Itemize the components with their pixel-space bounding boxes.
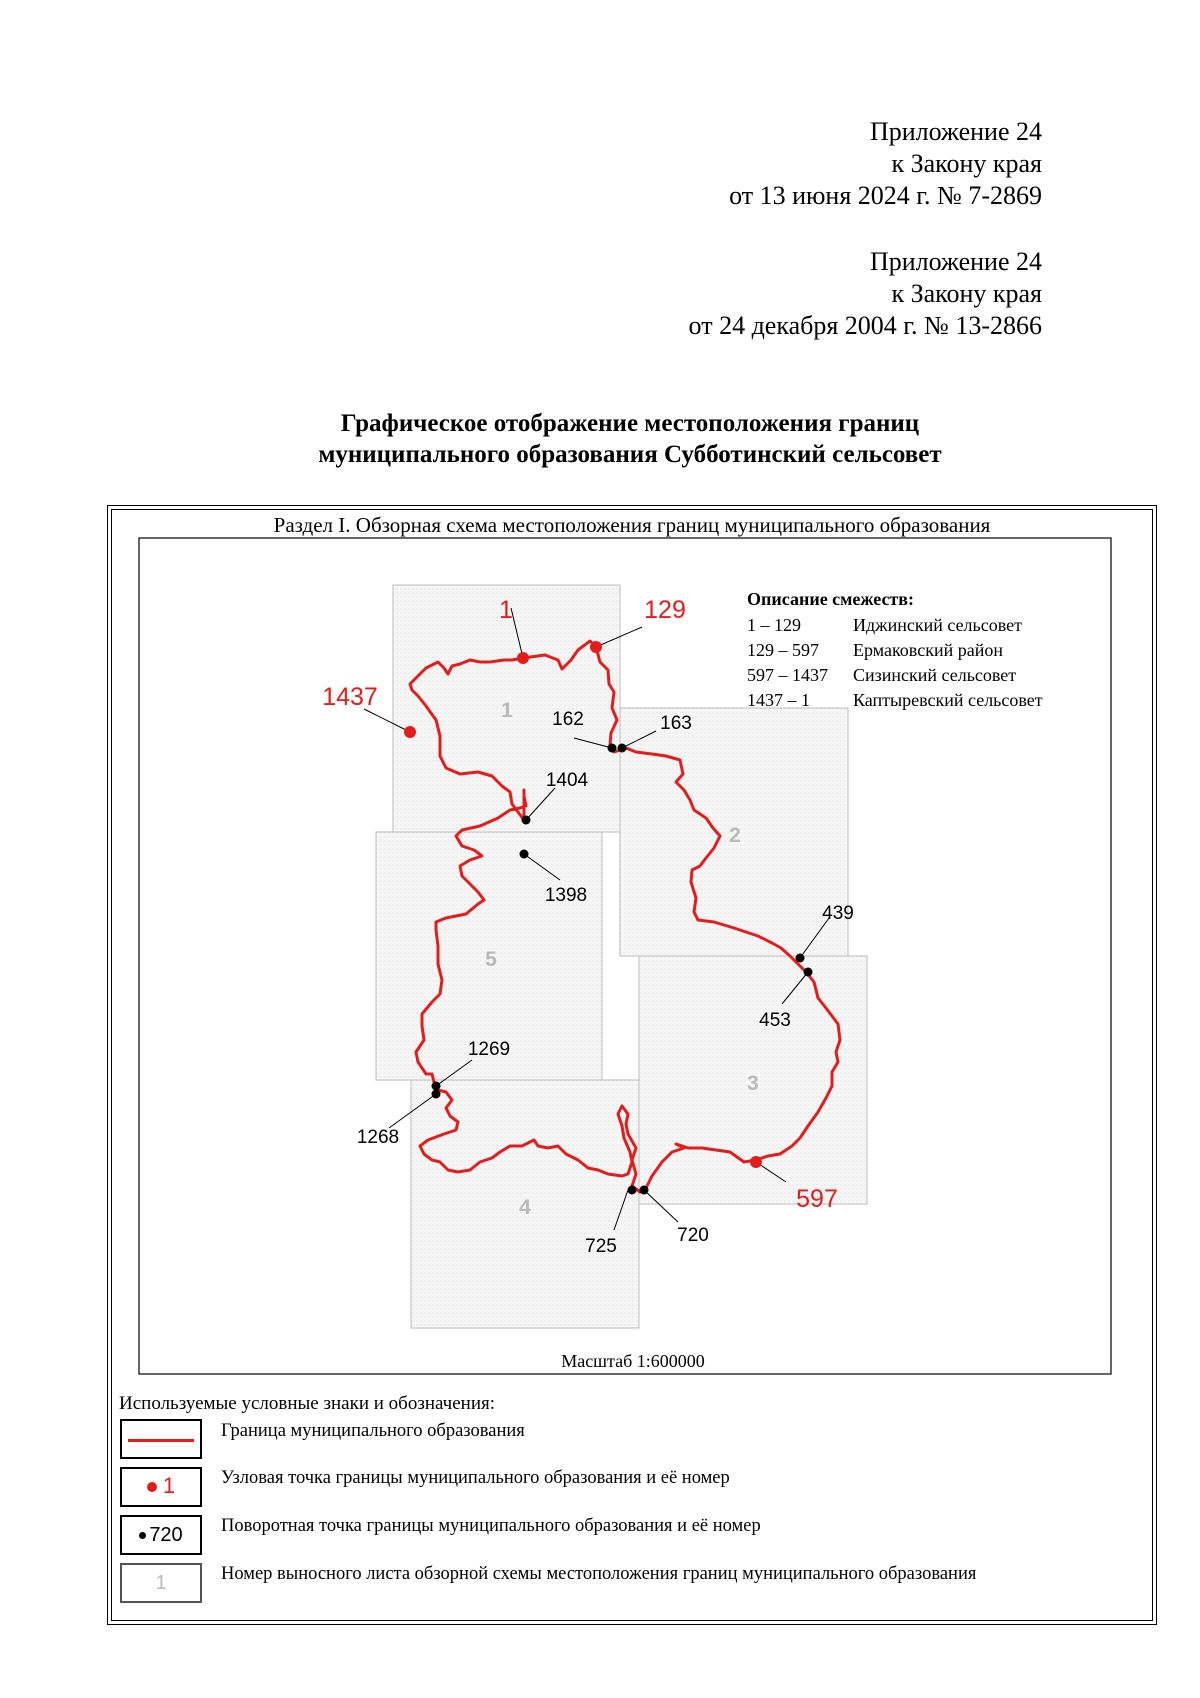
legend-heading: Используемые условные знаки и обозначения:	[119, 1393, 496, 1414]
node-point	[404, 726, 416, 738]
title-line-1: Графическое отображение местоположения границ	[340, 410, 920, 437]
section-title: Раздел I. Обзорная схема местоположения границ муниципального образования	[273, 513, 991, 537]
turn-point	[796, 954, 805, 963]
turn-point	[432, 1090, 441, 1099]
turn-point	[804, 968, 813, 977]
appendix-line: от 24 декабря 2004 г. № 13-2866	[688, 311, 1042, 340]
appendix-line: к Закону края	[891, 279, 1042, 308]
black-dot-icon	[139, 1532, 146, 1539]
map-scale: Масштаб 1:600000	[561, 1351, 705, 1371]
appendix-line: Приложение 24	[869, 117, 1042, 146]
turn-label: 163	[660, 713, 692, 734]
boundary-line-symbol	[128, 1439, 194, 1442]
node-label: 129	[644, 596, 686, 624]
adjacency-range: 129 – 597	[747, 640, 819, 660]
turn-label: 162	[552, 709, 584, 730]
legend-symbol-turn	[120, 1515, 202, 1555]
sheet-label: 3	[747, 1072, 759, 1095]
adjacency-range: 1 – 129	[747, 615, 801, 635]
turn-point	[432, 1082, 441, 1091]
appendix-line: Приложение 24	[869, 247, 1042, 276]
turn-point	[522, 816, 531, 825]
turn-label: 439	[822, 903, 854, 924]
turn-label: 725	[585, 1236, 617, 1257]
turn-label: 1268	[356, 1127, 400, 1148]
adjacency-name: Каптыревский сельсовет	[853, 690, 1043, 710]
turn-point	[520, 850, 529, 859]
turn-label: 720	[677, 1225, 709, 1246]
node-label: 597	[796, 1185, 838, 1213]
legend-turn-number: 720	[149, 1524, 183, 1546]
adjacency-name: Сизинский сельсовет	[853, 665, 1017, 685]
appendix-line: от 13 июня 2024 г. № 7-2869	[729, 181, 1042, 210]
turn-point	[608, 744, 617, 753]
legend-sheet-number: 1	[155, 1572, 167, 1594]
node-label: 1	[499, 596, 513, 624]
adjacency-description	[747, 589, 1043, 710]
adjacency-range: 1437 – 1	[747, 690, 810, 710]
turn-point	[640, 1186, 649, 1195]
adjacency-name: Иджинский сельсовет	[853, 615, 1022, 635]
turn-point	[628, 1186, 637, 1195]
legend-text-turn: Поворотная точка границы муниципального образования и её номер	[221, 1516, 761, 1536]
sheet-label: 2	[729, 824, 741, 847]
legend-symbol-sheet	[120, 1563, 202, 1603]
turn-label: 1398	[544, 885, 588, 906]
node-point	[590, 641, 602, 653]
appendix-line: к Закону края	[891, 149, 1042, 178]
turn-label: 1269	[467, 1039, 511, 1060]
turn-label: 1404	[545, 770, 589, 791]
sheet-label: 1	[501, 699, 513, 722]
turn-point	[618, 744, 627, 753]
legend-symbol-node	[120, 1467, 202, 1507]
red-dot-icon	[147, 1482, 157, 1492]
adjacency-heading: Описание смежеств:	[747, 589, 914, 609]
legend-text-sheet: Номер выносного листа обзорной схемы местоположения границ муниципального образования	[221, 1564, 977, 1584]
legend-node-number: 1	[162, 1473, 176, 1498]
title-line-2: муниципального образования Субботинский сельсовет	[318, 441, 942, 468]
adjacency-range: 597 – 1437	[747, 665, 828, 685]
sheet-label: 4	[519, 1196, 531, 1219]
node-label: 1437	[322, 683, 378, 711]
legend-symbol-boundary	[120, 1419, 202, 1459]
legend-text-boundary: Граница муниципального образования	[221, 1421, 525, 1441]
sheet-label: 5	[485, 948, 497, 971]
turn-label: 453	[759, 1010, 791, 1031]
node-point	[517, 652, 529, 664]
node-point	[750, 1156, 762, 1168]
legend-text-node: Узловая точка границы муниципального образования и её номер	[221, 1468, 730, 1488]
adjacency-name: Ермаковский район	[853, 640, 1003, 660]
